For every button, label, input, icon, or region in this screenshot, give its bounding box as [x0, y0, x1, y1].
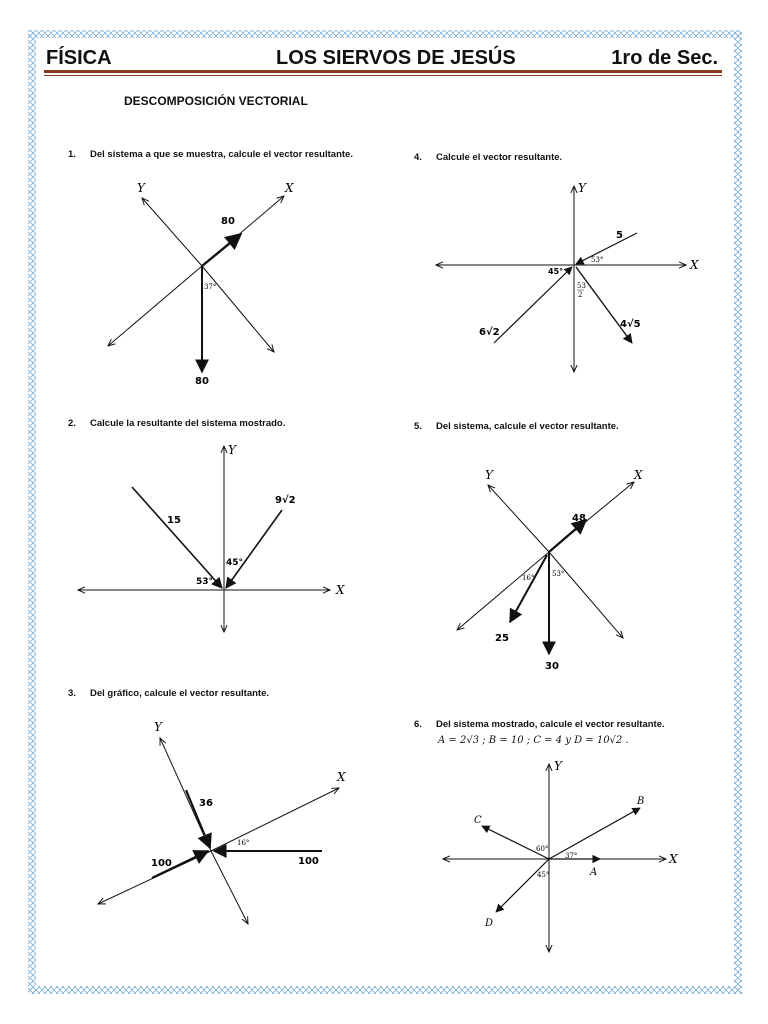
fig6-label-b: B — [637, 796, 645, 807]
fig4-label-x: X — [690, 258, 699, 272]
fig5-x-axis-neg — [457, 552, 549, 630]
fig4-angle-c-num: 53 — [577, 282, 586, 290]
problem-6-values: A = 2√3 ; B = 10 ; C = 4 y D = 10√2 . — [438, 735, 629, 746]
figure-5 — [457, 482, 634, 654]
fig1-label-y: Y — [137, 181, 145, 195]
problem-1: 1. Del sistema a que se muestra, calcule el vector resultante. — [68, 149, 353, 160]
fig1-angle: 37° — [204, 283, 217, 291]
fig6-vector-d — [496, 859, 549, 912]
fig6-label-x: X — [669, 852, 678, 866]
fig4-label-y: Y — [578, 181, 586, 195]
fig3-label-b: 100 — [151, 858, 172, 869]
worksheet-title: DESCOMPOSICIÓN VECTORIAL — [124, 94, 308, 108]
fig2-angle-a: 53° — [196, 577, 214, 587]
fig4-vector-a — [576, 233, 637, 264]
fig6-label-c: C — [474, 815, 482, 826]
fig5-label-x: X — [634, 468, 643, 482]
fig2-vector-right — [226, 510, 282, 588]
figure-1 — [108, 196, 284, 372]
fig3-label-y: Y — [154, 720, 162, 734]
fig6-vector-b — [549, 808, 640, 859]
figure-4 — [436, 186, 686, 372]
fig5-label-c: 30 — [545, 661, 559, 672]
figure-3 — [98, 738, 339, 924]
fig6-angle-c: 45° — [537, 871, 550, 879]
fig3-label-x: X — [337, 770, 346, 784]
fig4-label-a: 5 — [616, 230, 623, 241]
fig5-label-b: 25 — [495, 633, 509, 644]
header-school: LOS SIERVOS DE JESÚS — [276, 47, 516, 69]
fig5-angle-b: 53° — [552, 570, 565, 578]
fig6-label-a: A — [590, 867, 598, 878]
fig2-label-left: 15 — [167, 515, 181, 526]
fig2-label-right: 9√2 — [275, 495, 296, 506]
fig2-label-x: X — [336, 583, 345, 597]
fig3-label-c: 100 — [298, 856, 319, 867]
fig4-label-b: 6√2 — [479, 327, 500, 338]
fig2-angle-b: 45° — [226, 558, 244, 568]
fig5-y-axis-pos — [488, 485, 549, 552]
problem-5: 5. Del sistema, calcule el vector resultante. — [414, 421, 619, 432]
figure-2 — [78, 446, 330, 632]
problem-6: 6. Del sistema mostrado, calcule el vector resultante. — [414, 719, 665, 730]
problem-4: 4. Calcule el vector resultante. — [414, 152, 563, 163]
fig5-angle-a: 16° — [522, 574, 535, 582]
fig3-label-a: 36 — [199, 798, 213, 809]
fig5-y-axis-neg — [549, 552, 623, 638]
fig1-y-axis-pos — [142, 198, 202, 266]
header-grade: 1ro de Sec. — [611, 47, 718, 69]
fig4-angle-b: 53° — [591, 256, 604, 264]
fig6-label-d: D — [485, 918, 494, 929]
fig4-label-c: 4√5 — [620, 319, 641, 330]
fig2-vector-left — [132, 487, 222, 588]
fig1-label-down: 80 — [195, 376, 209, 387]
fig3-y-axis-neg — [211, 851, 248, 924]
fig2-label-y: Y — [228, 443, 236, 457]
fig1-y-axis-neg — [202, 266, 274, 352]
fig5-vector-a — [549, 520, 586, 552]
figure-6 — [443, 764, 666, 952]
fig6-angle-b: 37° — [565, 852, 578, 860]
fig6-angle-a: 60° — [536, 845, 549, 853]
fig4-angle-a: 45° — [548, 267, 564, 276]
fig5-label-y: Y — [485, 468, 493, 482]
header-subject: FÍSICA — [46, 47, 112, 69]
fig6-vector-c — [482, 826, 549, 859]
fig3-x-axis-pos — [211, 788, 339, 851]
fig6-label-y: Y — [554, 759, 562, 773]
fig4-vector-b — [494, 267, 572, 343]
fig5-vector-b — [510, 555, 547, 622]
fig5-label-a: 48 — [572, 513, 586, 524]
fig1-vector-up — [202, 234, 241, 266]
problem-2: 2. Calcule la resultante del sistema mostrado. — [68, 418, 286, 429]
fig1-label-up: 80 — [221, 216, 235, 227]
fig1-x-axis-neg — [108, 266, 202, 346]
fig4-angle-c-den: 2 — [578, 291, 583, 299]
fig4-vector-c — [576, 267, 632, 343]
fig1-label-x: X — [285, 181, 294, 195]
problem-3: 3. Del gráfico, calcule el vector resultante. — [68, 688, 269, 699]
fig3-angle: 16° — [237, 839, 250, 847]
